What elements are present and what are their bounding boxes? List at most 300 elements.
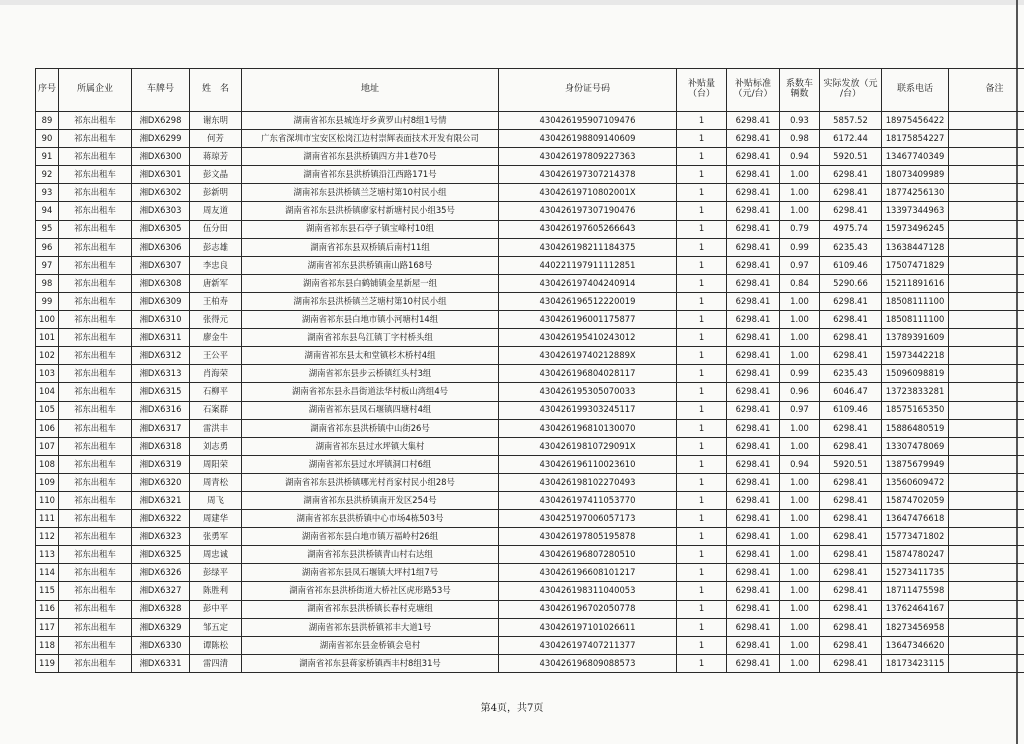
cell-phone: 13762464167 [882, 600, 949, 618]
table-row [36, 546, 1024, 564]
cell-index: 90 [36, 130, 59, 148]
cell-plate: 湘DX6299 [132, 130, 190, 148]
cell-plate: 湘DX6300 [132, 148, 190, 166]
cell-coefficient: 1.00 [780, 636, 820, 654]
table-row [36, 528, 1024, 546]
cell-phone: 18711475598 [882, 582, 949, 600]
cell-name: 谢东明 [190, 112, 242, 130]
cell-coefficient: 1.00 [780, 528, 820, 546]
cell-company: 祁东出租车 [59, 636, 132, 654]
cell-actual-payment: 6298.41 [820, 600, 882, 618]
cell-address: 湖南省祁东县洪桥镇祁丰大道1号 [242, 618, 499, 636]
cell-coefficient: 0.99 [780, 238, 820, 256]
cell-company: 祁东出租车 [59, 401, 132, 419]
cell-subsidy-standard: 6298.41 [727, 311, 780, 329]
cell-coefficient: 1.00 [780, 564, 820, 582]
cell-address: 湖南省祁东县洪桥镇中山街26号 [242, 419, 499, 437]
cell-subsidy-standard: 6298.41 [727, 582, 780, 600]
cell-phone: 13789391609 [882, 329, 949, 347]
cell-id-number: 430426196608101217 [499, 564, 677, 582]
cell-remarks [949, 220, 1024, 238]
header-col-address: 地址 [242, 69, 499, 112]
cell-id-number: 430426196804028117 [499, 365, 677, 383]
cell-subsidy-qty: 1 [677, 202, 727, 220]
cell-phone: 18175854227 [882, 130, 949, 148]
cell-phone: 13307478069 [882, 437, 949, 455]
cell-coefficient: 1.00 [780, 184, 820, 202]
cell-coefficient: 1.00 [780, 491, 820, 509]
cell-name: 唐新军 [190, 274, 242, 292]
cell-index: 105 [36, 401, 59, 419]
cell-subsidy-standard: 6298.41 [727, 564, 780, 582]
table-row [36, 274, 1024, 292]
cell-plate: 湘DX6309 [132, 292, 190, 310]
cell-name: 周忠诚 [190, 546, 242, 564]
cell-subsidy-standard: 6298.41 [727, 473, 780, 491]
cell-coefficient: 1.00 [780, 202, 820, 220]
cell-subsidy-qty: 1 [677, 274, 727, 292]
cell-address: 湖南省祁东县洪桥镇南山路168号 [242, 256, 499, 274]
cell-id-number: 430426198809140609 [499, 130, 677, 148]
cell-name: 陈胜利 [190, 582, 242, 600]
cell-company: 祁东出租车 [59, 148, 132, 166]
cell-name: 彭新明 [190, 184, 242, 202]
cell-remarks [949, 437, 1024, 455]
cell-remarks [949, 311, 1024, 329]
cell-name: 雷四清 [190, 654, 242, 672]
cell-remarks [949, 292, 1024, 310]
cell-phone: 15973496245 [882, 220, 949, 238]
table-row [36, 148, 1024, 166]
header-col-coefficient: 系数车 辆数 [780, 69, 820, 112]
cell-subsidy-standard: 6298.41 [727, 148, 780, 166]
cell-name: 彭绿平 [190, 564, 242, 582]
cell-address: 湖南省祁东县洪桥街道大桥社区虎形路53号 [242, 582, 499, 600]
cell-company: 祁东出租车 [59, 292, 132, 310]
cell-plate: 湘DX6326 [132, 564, 190, 582]
cell-company: 祁东出租车 [59, 491, 132, 509]
cell-name: 谭陈松 [190, 636, 242, 654]
cell-remarks [949, 419, 1024, 437]
cell-address: 湖南省祁东县凤石堰镇四塘村4组 [242, 401, 499, 419]
cell-company: 祁东出租车 [59, 202, 132, 220]
table-row [36, 256, 1024, 274]
cell-name: 肖海荣 [190, 365, 242, 383]
cell-remarks [949, 202, 1024, 220]
cell-phone: 15096098819 [882, 365, 949, 383]
cell-phone: 18575165350 [882, 401, 949, 419]
cell-id-number: 430426196810130070 [499, 419, 677, 437]
cell-actual-payment: 6298.41 [820, 654, 882, 672]
cell-actual-payment: 6172.44 [820, 130, 882, 148]
cell-remarks [949, 184, 1024, 202]
cell-subsidy-standard: 6298.41 [727, 292, 780, 310]
cell-subsidy-qty: 1 [677, 256, 727, 274]
table-header-row [36, 69, 1024, 112]
cell-actual-payment: 6235.43 [820, 365, 882, 383]
cell-subsidy-standard: 6298.41 [727, 401, 780, 419]
cell-subsidy-standard: 6298.41 [727, 383, 780, 401]
table-row [36, 600, 1024, 618]
cell-id-number: 430426196110023610 [499, 455, 677, 473]
cell-remarks [949, 256, 1024, 274]
cell-phone: 15773471802 [882, 528, 949, 546]
cell-plate: 湘DX6303 [132, 202, 190, 220]
table-row [36, 329, 1024, 347]
cell-id-number: 430426196001175877 [499, 311, 677, 329]
cell-actual-payment: 6298.41 [820, 437, 882, 455]
scan-edge-top [0, 0, 1024, 5]
cell-id-number: 43042619710802001X [499, 184, 677, 202]
cell-name: 邹五定 [190, 618, 242, 636]
cell-name: 彭志雄 [190, 238, 242, 256]
cell-address: 湖南省祁东县金桥镇会皂村 [242, 636, 499, 654]
cell-name: 张得元 [190, 311, 242, 329]
cell-address: 湖南省祁东县洪桥镇四方井1巷70号 [242, 148, 499, 166]
cell-subsidy-qty: 1 [677, 546, 727, 564]
cell-subsidy-standard: 6298.41 [727, 365, 780, 383]
cell-company: 祁东出租车 [59, 347, 132, 365]
cell-plate: 湘DX6319 [132, 455, 190, 473]
table-row [36, 437, 1024, 455]
cell-address: 湖南省祁东县洪桥镇长春村克塘组 [242, 600, 499, 618]
cell-subsidy-qty: 1 [677, 148, 727, 166]
cell-company: 祁东出租车 [59, 510, 132, 528]
cell-plate: 湘DX6328 [132, 600, 190, 618]
cell-company: 祁东出租车 [59, 220, 132, 238]
cell-name: 彭文晶 [190, 166, 242, 184]
cell-remarks [949, 564, 1024, 582]
cell-address: 湖南省祁东县双桥镇后南村11组 [242, 238, 499, 256]
cell-plate: 湘DX6305 [132, 220, 190, 238]
cell-name: 周飞 [190, 491, 242, 509]
cell-id-number: 430426197101026611 [499, 618, 677, 636]
cell-plate: 湘DX6306 [132, 238, 190, 256]
cell-phone: 13647476618 [882, 510, 949, 528]
cell-name: 石柳平 [190, 383, 242, 401]
cell-remarks [949, 365, 1024, 383]
cell-plate: 湘DX6318 [132, 437, 190, 455]
cell-name: 蒋琼芳 [190, 148, 242, 166]
cell-company: 祁东出租车 [59, 130, 132, 148]
cell-index: 95 [36, 220, 59, 238]
cell-address: 湖南省祁东县洪桥镇廖家村新塘村民小组35号 [242, 202, 499, 220]
cell-subsidy-standard: 6298.41 [727, 238, 780, 256]
cell-address: 湖南省祁东县过水坪镇洞口村6组 [242, 455, 499, 473]
cell-coefficient: 1.00 [780, 419, 820, 437]
cell-actual-payment: 5920.51 [820, 148, 882, 166]
cell-plate: 湘DX6327 [132, 582, 190, 600]
cell-coefficient: 0.96 [780, 383, 820, 401]
cell-company: 祁东出租车 [59, 166, 132, 184]
cell-subsidy-qty: 1 [677, 383, 727, 401]
cell-index: 93 [36, 184, 59, 202]
cell-id-number: 430426199303245117 [499, 401, 677, 419]
cell-phone: 15886480519 [882, 419, 949, 437]
header-col-id-number: 身份证号码 [499, 69, 677, 112]
table-row [36, 473, 1024, 491]
cell-id-number: 430426197307190476 [499, 202, 677, 220]
cell-phone: 18508111100 [882, 311, 949, 329]
table-row [36, 401, 1024, 419]
cell-plate: 湘DX6330 [132, 636, 190, 654]
cell-company: 祁东出租车 [59, 274, 132, 292]
cell-phone: 17507471829 [882, 256, 949, 274]
cell-remarks [949, 491, 1024, 509]
cell-coefficient: 0.94 [780, 455, 820, 473]
cell-id-number: 430426197411053770 [499, 491, 677, 509]
table-body [36, 112, 1024, 673]
table-row [36, 491, 1024, 509]
cell-name: 周建华 [190, 510, 242, 528]
cell-subsidy-standard: 6298.41 [727, 220, 780, 238]
cell-address: 湖南省祁东县洪桥镇沿江西路171号 [242, 166, 499, 184]
cell-id-number: 430425197006057173 [499, 510, 677, 528]
cell-remarks [949, 383, 1024, 401]
cell-id-number: 430426197307214378 [499, 166, 677, 184]
cell-subsidy-standard: 6298.41 [727, 112, 780, 130]
table-row [36, 618, 1024, 636]
cell-subsidy-qty: 1 [677, 329, 727, 347]
cell-coefficient: 0.84 [780, 274, 820, 292]
cell-remarks [949, 166, 1024, 184]
cell-company: 祁东出租车 [59, 618, 132, 636]
cell-address: 湖南省祁东县鸟江镇丁字村桥头组 [242, 329, 499, 347]
table-row [36, 419, 1024, 437]
cell-phone: 18508111100 [882, 292, 949, 310]
cell-coefficient: 1.00 [780, 311, 820, 329]
cell-subsidy-standard: 6298.41 [727, 202, 780, 220]
table-row [36, 636, 1024, 654]
cell-subsidy-standard: 6298.41 [727, 510, 780, 528]
cell-phone: 15211891616 [882, 274, 949, 292]
cell-actual-payment: 6298.41 [820, 292, 882, 310]
cell-subsidy-qty: 1 [677, 491, 727, 509]
cell-plate: 湘DX6301 [132, 166, 190, 184]
cell-remarks [949, 455, 1024, 473]
cell-remarks [949, 546, 1024, 564]
header-col-subsidy-standard: 补贴标准 （元/台） [727, 69, 780, 112]
cell-index: 111 [36, 510, 59, 528]
cell-coefficient: 0.94 [780, 148, 820, 166]
header-col-plate: 车牌号 [132, 69, 190, 112]
cell-id-number: 43042619740212889X [499, 347, 677, 365]
cell-phone: 15273411735 [882, 564, 949, 582]
cell-coefficient: 0.99 [780, 365, 820, 383]
header-col-phone: 联系电话 [882, 69, 949, 112]
table-row [36, 202, 1024, 220]
table-row [36, 220, 1024, 238]
cell-subsidy-qty: 1 [677, 419, 727, 437]
cell-coefficient: 1.00 [780, 582, 820, 600]
cell-name: 雷洪丰 [190, 419, 242, 437]
cell-actual-payment: 6298.41 [820, 473, 882, 491]
cell-company: 祁东出租车 [59, 473, 132, 491]
cell-actual-payment: 6298.41 [820, 329, 882, 347]
cell-actual-payment: 6298.41 [820, 564, 882, 582]
cell-coefficient: 1.00 [780, 329, 820, 347]
cell-phone: 13397344963 [882, 202, 949, 220]
cell-subsidy-standard: 6298.41 [727, 546, 780, 564]
cell-subsidy-qty: 1 [677, 600, 727, 618]
cell-plate: 湘DX6298 [132, 112, 190, 130]
cell-coefficient: 1.00 [780, 473, 820, 491]
cell-id-number: 43042619810729091X [499, 437, 677, 455]
table-row [36, 510, 1024, 528]
cell-index: 89 [36, 112, 59, 130]
cell-coefficient: 0.97 [780, 256, 820, 274]
cell-id-number: 430426198102270493 [499, 473, 677, 491]
table-row [36, 238, 1024, 256]
table-row [36, 166, 1024, 184]
cell-phone: 18273456958 [882, 618, 949, 636]
cell-subsidy-qty: 1 [677, 510, 727, 528]
cell-plate: 湘DX6313 [132, 365, 190, 383]
cell-subsidy-qty: 1 [677, 473, 727, 491]
cell-actual-payment: 6109.46 [820, 401, 882, 419]
cell-actual-payment: 6298.41 [820, 546, 882, 564]
cell-phone: 18975456422 [882, 112, 949, 130]
page-footer: 第4页，共7页 [480, 703, 544, 714]
cell-id-number: 430426197805195878 [499, 528, 677, 546]
cell-index: 119 [36, 654, 59, 672]
cell-index: 112 [36, 528, 59, 546]
cell-subsidy-qty: 1 [677, 564, 727, 582]
cell-plate: 湘DX6322 [132, 510, 190, 528]
table-row [36, 184, 1024, 202]
table-row [36, 582, 1024, 600]
cell-index: 117 [36, 618, 59, 636]
cell-subsidy-qty: 1 [677, 130, 727, 148]
cell-id-number: 430426197404240914 [499, 274, 677, 292]
cell-index: 97 [36, 256, 59, 274]
cell-subsidy-qty: 1 [677, 528, 727, 546]
header-col-remarks: 备注 [949, 69, 1024, 112]
cell-address: 湖南省祁东县洪桥镇南开发区254号 [242, 491, 499, 509]
cell-index: 109 [36, 473, 59, 491]
cell-plate: 湘DX6312 [132, 347, 190, 365]
cell-remarks [949, 238, 1024, 256]
cell-index: 98 [36, 274, 59, 292]
cell-coefficient: 1.00 [780, 654, 820, 672]
cell-index: 104 [36, 383, 59, 401]
cell-actual-payment: 5920.51 [820, 455, 882, 473]
cell-name: 何芳 [190, 130, 242, 148]
cell-subsidy-qty: 1 [677, 654, 727, 672]
cell-plate: 湘DX6321 [132, 491, 190, 509]
cell-remarks [949, 473, 1024, 491]
cell-id-number: 430426197407211377 [499, 636, 677, 654]
cell-address: 广东省深圳市宝安区松岗江边村崇辉表面技术开发有限公司 [242, 130, 499, 148]
cell-plate: 湘DX6302 [132, 184, 190, 202]
cell-coefficient: 0.97 [780, 401, 820, 419]
cell-subsidy-standard: 6298.41 [727, 419, 780, 437]
cell-address: 湖南省祁东县凤石堰镇大坪村1组7号 [242, 564, 499, 582]
cell-index: 115 [36, 582, 59, 600]
cell-name: 廖金牛 [190, 329, 242, 347]
cell-subsidy-qty: 1 [677, 618, 727, 636]
cell-coefficient: 1.00 [780, 437, 820, 455]
header-col-name: 姓 名 [190, 69, 242, 112]
cell-coefficient: 1.00 [780, 292, 820, 310]
cell-remarks [949, 112, 1024, 130]
cell-id-number: 430426195907109476 [499, 112, 677, 130]
cell-subsidy-qty: 1 [677, 220, 727, 238]
cell-plate: 湘DX6323 [132, 528, 190, 546]
cell-subsidy-standard: 6298.41 [727, 347, 780, 365]
cell-id-number: 430426195305070033 [499, 383, 677, 401]
cell-address: 湖南省祁东县太和堂镇杉木桥村4组 [242, 347, 499, 365]
cell-address: 湖南祁东县洪桥镇兰芝塘村第10村民小组 [242, 184, 499, 202]
cell-subsidy-standard: 6298.41 [727, 636, 780, 654]
cell-coefficient: 0.98 [780, 130, 820, 148]
table-row [36, 455, 1024, 473]
cell-coefficient: 0.79 [780, 220, 820, 238]
cell-index: 102 [36, 347, 59, 365]
cell-index: 118 [36, 636, 59, 654]
cell-id-number: 430426197605266643 [499, 220, 677, 238]
cell-address: 湖南省祁东县石亭子镇宝峰村10组 [242, 220, 499, 238]
cell-subsidy-standard: 6298.41 [727, 528, 780, 546]
header-col-actual-payment: 实际发放（元 /台） [820, 69, 882, 112]
cell-subsidy-qty: 1 [677, 184, 727, 202]
cell-coefficient: 1.00 [780, 600, 820, 618]
cell-index: 100 [36, 311, 59, 329]
cell-subsidy-standard: 6298.41 [727, 166, 780, 184]
cell-id-number: 430426198211184375 [499, 238, 677, 256]
cell-actual-payment: 6298.41 [820, 491, 882, 509]
cell-coefficient: 1.00 [780, 618, 820, 636]
cell-subsidy-qty: 1 [677, 401, 727, 419]
cell-index: 101 [36, 329, 59, 347]
cell-remarks [949, 582, 1024, 600]
cell-name: 彭中平 [190, 600, 242, 618]
cell-phone: 18173423115 [882, 654, 949, 672]
cell-actual-payment: 4975.74 [820, 220, 882, 238]
cell-subsidy-qty: 1 [677, 636, 727, 654]
cell-remarks [949, 654, 1024, 672]
cell-subsidy-standard: 6298.41 [727, 184, 780, 202]
header-col-company: 所属企业 [59, 69, 132, 112]
cell-address: 湖南省祁东县洪桥镇青山村右达组 [242, 546, 499, 564]
cell-plate: 湘DX6320 [132, 473, 190, 491]
cell-index: 96 [36, 238, 59, 256]
cell-coefficient: 1.00 [780, 347, 820, 365]
cell-id-number: 430426196809088573 [499, 654, 677, 672]
cell-id-number: 440221197911112851 [499, 256, 677, 274]
cell-name: 石案群 [190, 401, 242, 419]
cell-subsidy-qty: 1 [677, 437, 727, 455]
cell-actual-payment: 5290.66 [820, 274, 882, 292]
cell-subsidy-qty: 1 [677, 582, 727, 600]
cell-name: 李忠良 [190, 256, 242, 274]
cell-phone: 15874780247 [882, 546, 949, 564]
cell-actual-payment: 6298.41 [820, 636, 882, 654]
cell-phone: 18073409989 [882, 166, 949, 184]
cell-remarks [949, 401, 1024, 419]
cell-remarks [949, 274, 1024, 292]
cell-address: 湖南省祁东县永昌街道法华村板山湾组4号 [242, 383, 499, 401]
cell-actual-payment: 6298.41 [820, 510, 882, 528]
cell-subsidy-standard: 6298.41 [727, 455, 780, 473]
cell-address: 湖南省祁东县城连圩乡黄罗山村8组1号情 [242, 112, 499, 130]
cell-plate: 湘DX6317 [132, 419, 190, 437]
cell-id-number: 430426195410243012 [499, 329, 677, 347]
cell-coefficient: 1.00 [780, 166, 820, 184]
cell-index: 108 [36, 455, 59, 473]
cell-address: 湖南省祁东县白地市镇万福岭村26组 [242, 528, 499, 546]
cell-address: 湖南省祁东县白地市镇小河塘村14组 [242, 311, 499, 329]
